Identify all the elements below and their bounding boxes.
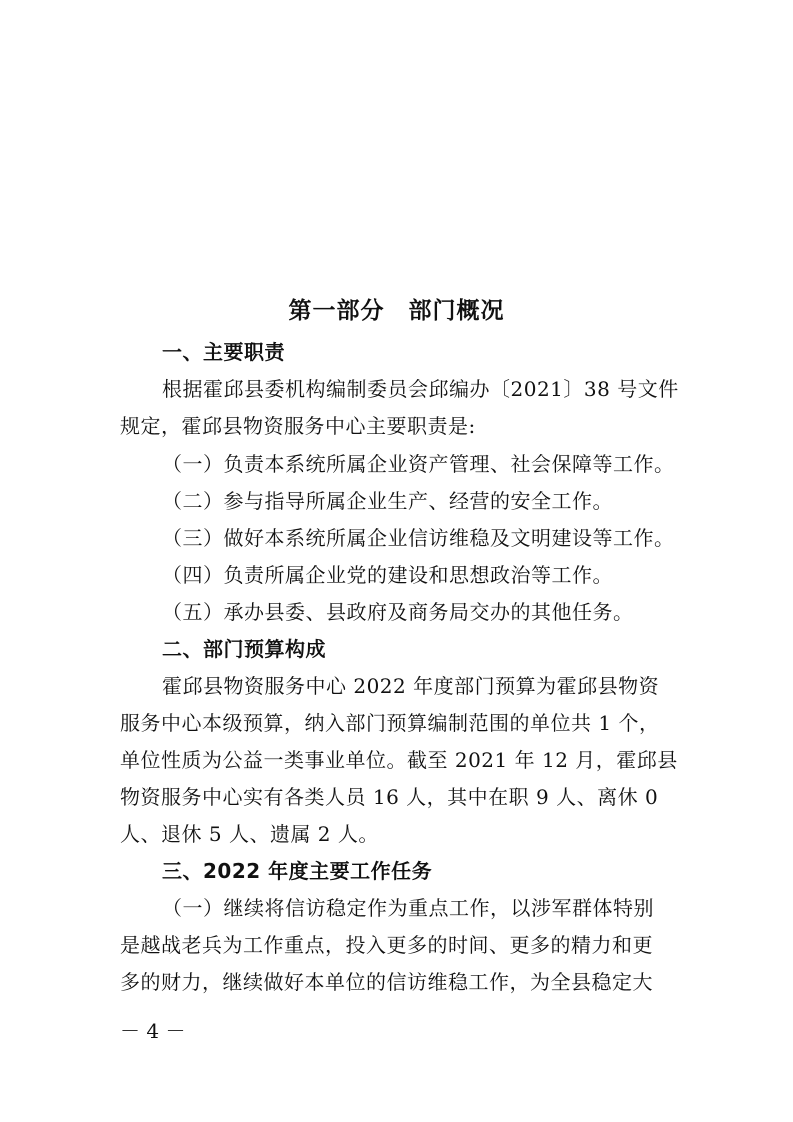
duty-item: （一）负责本系统所属企业资产管理、社会保障等工作。 (162, 452, 675, 476)
paragraph-line: 霍邱县物资服务中心 2022 年度部门预算为霍邱县物资 (162, 674, 660, 698)
section-heading-tasks: 三、2022 年度主要工作任务 (162, 859, 433, 883)
section-heading-duties: 一、主要职责 (162, 340, 285, 364)
duty-item: （三）做好本系统所属企业信访维稳及文明建设等工作。 (162, 526, 675, 550)
duty-item: （四）负责所属企业党的建设和思想政治等工作。 (162, 563, 613, 587)
paragraph-line: 单位性质为公益一类事业单位。截至 2021 年 12 月，霍邱县 (120, 748, 678, 772)
page-title: 第一部分 部门概况 (288, 298, 505, 324)
paragraph-line: 规定，霍邱县物资服务中心主要职责是: (120, 414, 476, 438)
paragraph-line: 多的财力，继续做好本单位的信访维稳工作，为全县稳定大 (120, 970, 653, 994)
section-heading-budget: 二、部门预算构成 (162, 637, 326, 661)
duty-item: （五）承办县委、县政府及商务局交办的其他任务。 (162, 600, 634, 624)
paragraph-line: 根据霍邱县委机构编制委员会邱编办〔2021〕38 号文件 (162, 377, 679, 401)
paragraph-line: 人、退休 5 人、遗属 2 人。 (120, 822, 379, 846)
paragraph-line: 物资服务中心实有各类人员 16 人，其中在职 9 人、离休 0 (120, 785, 659, 809)
page-number: － 4 － (120, 1019, 186, 1043)
duty-item: （二）参与指导所属企业生产、经营的安全工作。 (162, 489, 613, 513)
paragraph-line: （一）继续将信访稳定作为重点工作，以涉军群体特别 (162, 896, 654, 920)
paragraph-line: 服务中心本级预算，纳入部门预算编制范围的单位共 1 个， (120, 711, 660, 735)
paragraph-line: 是越战老兵为工作重点，投入更多的时间、更多的精力和更 (120, 933, 653, 957)
